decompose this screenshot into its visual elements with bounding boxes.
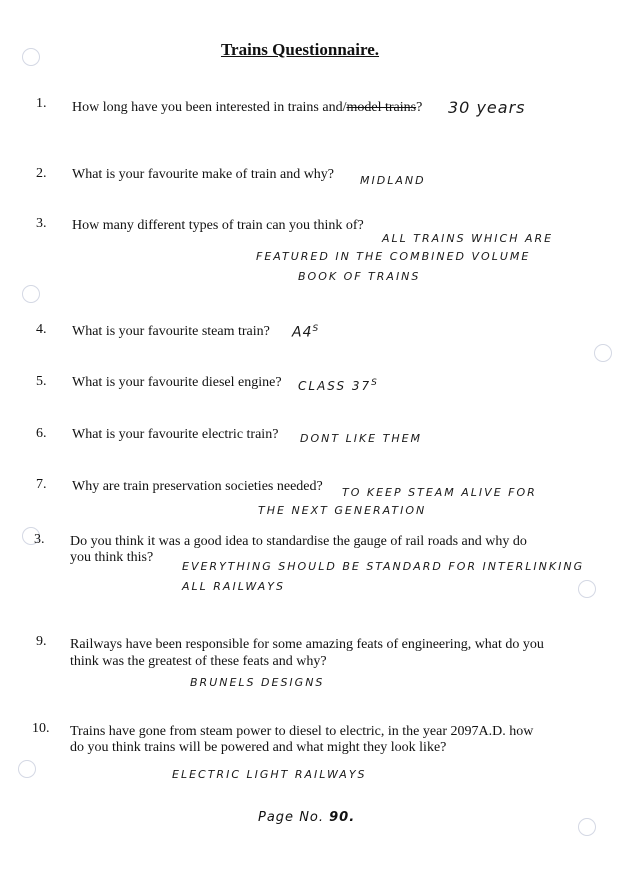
punch-hole — [22, 285, 40, 303]
punch-hole — [18, 760, 36, 778]
question-text: think was the greatest of these feats and why? — [70, 654, 327, 669]
answer-handwritten: EVERYTHING SHOULD BE STANDARD FOR INTERLINKING — [182, 560, 585, 573]
answer-handwritten: DONT LIKE THEM — [300, 432, 423, 445]
page-number — [258, 810, 355, 825]
question-number: 3. — [36, 216, 47, 231]
question-text: Do you think it was a good idea to standardise the gauge of rail roads and why do — [70, 534, 527, 549]
question-text: Railways have been responsible for some amazing feats of engineering, what do you — [70, 637, 544, 652]
question-number: 6. — [36, 426, 47, 441]
question-number: 10. — [32, 721, 50, 736]
page-number-value: 90. — [329, 810, 356, 825]
question-number: 4. — [36, 322, 47, 337]
answer-superscript: S — [312, 324, 320, 334]
question-number: 1. — [36, 96, 47, 111]
page-number-label: Page No. — [258, 810, 324, 825]
question-text-part: How long have you been interested in trains and/ — [72, 100, 347, 115]
question-text-part: ? — [416, 100, 423, 115]
question-text: do you think trains will be powered and what might they look like? — [70, 740, 447, 755]
answer-handwritten: MIDLAND — [360, 174, 426, 187]
page-title: Trains Questionnaire. — [220, 40, 380, 59]
answer-handwritten: BOOK OF TRAINS — [298, 270, 421, 283]
struck-text: model trains — [346, 100, 417, 115]
punch-hole — [594, 344, 612, 362]
question-number: 7. — [36, 477, 47, 492]
answer-handwritten: 30 years — [448, 98, 526, 117]
question-text — [72, 100, 422, 116]
question-text: Trains have gone from steam power to diesel to electric, in the year 2097A.D. how — [70, 724, 534, 739]
answer-text: A4 — [292, 324, 313, 341]
punch-hole — [578, 818, 596, 836]
answer-handwritten: ALL RAILWAYS — [182, 580, 285, 593]
answer-handwritten: ALL TRAINS WHICH ARE — [382, 232, 554, 245]
punch-hole — [578, 580, 596, 598]
question-text: What is your favourite diesel engine? — [72, 375, 282, 390]
question-number: 5. — [36, 374, 47, 389]
answer-handwritten: ELECTRIC LIGHT RAILWAYS — [172, 768, 367, 781]
answer-handwritten: FEATURED IN THE COMBINED VOLUME — [256, 250, 531, 263]
question-number: 2. — [36, 166, 47, 181]
question-text: What is your favourite steam train? — [72, 324, 270, 339]
question-number: 9. — [36, 634, 47, 649]
answer-handwritten: TO KEEP STEAM ALIVE FOR — [342, 486, 537, 499]
question-text: you think this? — [70, 550, 154, 565]
answer-text: CLASS 37 — [298, 379, 372, 393]
answer-handwritten: THE NEXT GENERATION — [258, 504, 427, 517]
question-number: 3. — [34, 532, 45, 547]
question-text: How many different types of train can you think of? — [72, 218, 364, 233]
answer-handwritten: BRUNELS DESIGNS — [190, 676, 325, 689]
question-text: Why are train preservation societies needed? — [72, 479, 323, 494]
answer-handwritten — [298, 378, 379, 393]
answer-superscript: S — [371, 378, 379, 388]
answer-handwritten — [292, 324, 319, 341]
question-text: What is your favourite make of train and why? — [72, 167, 335, 182]
question-text: What is your favourite electric train? — [72, 427, 279, 442]
